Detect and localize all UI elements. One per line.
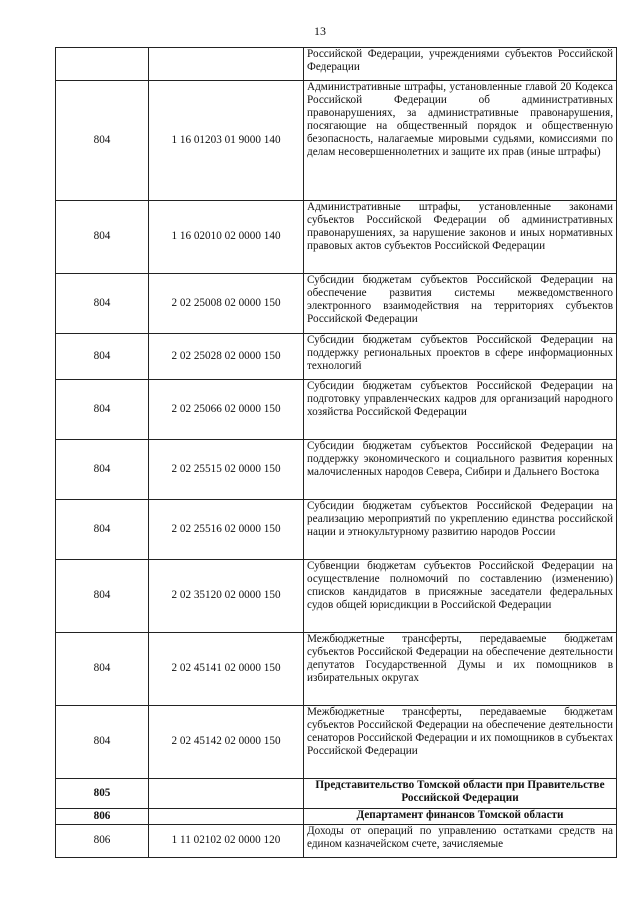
table-row — [56, 440, 617, 500]
administrator-code-cell: 804 — [56, 706, 149, 779]
budget-classification-code-cell: 2 02 45141 02 0000 150 — [149, 633, 304, 706]
budget-classification-code-cell: 2 02 25028 02 0000 150 — [149, 334, 304, 380]
administrator-code-cell: 804 — [56, 440, 149, 500]
table-row — [56, 48, 617, 81]
table-row — [56, 825, 617, 858]
budget-classification-code-cell: 2 02 25515 02 0000 150 — [149, 440, 304, 500]
revenue-description-cell: Российской Федерации, учреждениями субъектов Российской Федерации — [304, 48, 617, 81]
administrator-code-cell: 806 — [56, 825, 149, 858]
revenue-description-cell: Субсидии бюджетам субъектов Российской Федерации на подготовку управленческих кадров для организаций народного хозяйства Российской Федерации — [304, 380, 617, 440]
budget-classification-code-cell: 2 02 25008 02 0000 150 — [149, 274, 304, 334]
revenue-description-cell: Доходы от операций по управлению остатками средств на едином казначейском счете, зачисляемые — [304, 825, 617, 858]
revenue-description-cell: Административные штрафы, установленные законами субъектов Российской Федерации об административных правонарушениях, за нарушение законов и иных нормативных правовых актов субъектов Российской Федерации — [304, 201, 617, 274]
table-row — [56, 201, 617, 274]
administrator-code-cell: 804 — [56, 274, 149, 334]
administrator-code-cell: 804 — [56, 560, 149, 633]
budget-classification-code-cell: 2 02 25066 02 0000 150 — [149, 380, 304, 440]
administrator-code-cell: 806 — [56, 809, 149, 825]
revenue-description-cell: Субсидии бюджетам субъектов Российской Федерации на поддержку региональных проектов в сфере информационных технологий — [304, 334, 617, 380]
table-row — [56, 633, 617, 706]
table-row — [56, 809, 617, 825]
table-body — [56, 48, 617, 858]
administrator-code-cell: 804 — [56, 500, 149, 560]
budget-classification-code-cell: 1 16 01203 01 9000 140 — [149, 81, 304, 201]
revenue-description-cell: Межбюджетные трансферты, передаваемые бюджетам субъектов Российской Федерации на обеспечение деятельности сенаторов Российской Федерации и их помощников в субъектах Российской Федерации — [304, 706, 617, 779]
budget-classification-code-cell — [149, 779, 304, 809]
budget-classification-code-cell: 1 11 02102 02 0000 120 — [149, 825, 304, 858]
revenue-description-cell: Представительство Томской области при Правительстве Российской Федерации — [304, 779, 617, 809]
administrator-code-cell: 804 — [56, 633, 149, 706]
revenue-description-cell: Административные штрафы, установленные главой 20 Кодекса Российской Федерации об административных правонарушениях, за административные правонарушения, посягающие на общественный порядок и общественную безопасность, налагаемые мировыми судьями, комиссиями по делам несовершеннолетних и защите их прав (иные штрафы) — [304, 81, 617, 201]
administrator-code-cell: 805 — [56, 779, 149, 809]
table-row — [56, 560, 617, 633]
revenue-description-cell: Субсидии бюджетам субъектов Российской Федерации на реализацию мероприятий по укреплению единства российской нации и этнокультурному развитию народов России — [304, 500, 617, 560]
table-row — [56, 334, 617, 380]
table-row — [56, 81, 617, 201]
page-number: 13 — [314, 24, 326, 38]
table-row — [56, 779, 617, 809]
revenue-description-cell: Субсидии бюджетам субъектов Российской Федерации на поддержку экономического и социального развития коренных малочисленных народов Севера, Сибири и Дальнего Востока — [304, 440, 617, 500]
budget-classification-code-cell: 2 02 45142 02 0000 150 — [149, 706, 304, 779]
revenue-description-cell: Субвенции бюджетам субъектов Российской Федерации на осуществление полномочий по составлению (изменению) списков кандидатов в присяжные заседатели федеральных судов общей юрисдикции в Российской Федерации — [304, 560, 617, 633]
administrator-code-cell: 804 — [56, 201, 149, 274]
revenue-description-cell: Субсидии бюджетам субъектов Российской Федерации на обеспечение развития системы межведомственного электронного взаимодействия на территориях субъектов Российской Федерации — [304, 274, 617, 334]
revenue-description-cell: Департамент финансов Томской области — [304, 809, 617, 825]
budget-classification-code-cell — [149, 48, 304, 81]
table-row — [56, 500, 617, 560]
table-row — [56, 706, 617, 779]
administrator-code-cell: 804 — [56, 81, 149, 201]
administrator-code-cell: 804 — [56, 334, 149, 380]
budget-classification-code-cell: 2 02 25516 02 0000 150 — [149, 500, 304, 560]
budget-classification-code-cell — [149, 809, 304, 825]
budget-classification-code-cell: 2 02 35120 02 0000 150 — [149, 560, 304, 633]
administrator-code-cell: 804 — [56, 380, 149, 440]
table-row — [56, 380, 617, 440]
budget-classification-code-cell: 1 16 02010 02 0000 140 — [149, 201, 304, 274]
revenue-description-cell: Межбюджетные трансферты, передаваемые бюджетам субъектов Российской Федерации на обеспечение деятельности депутатов Государственной Думы и их помощников в избирательных округах — [304, 633, 617, 706]
revenue-codes-table — [55, 47, 617, 858]
administrator-code-cell — [56, 48, 149, 81]
table-row — [56, 274, 617, 334]
